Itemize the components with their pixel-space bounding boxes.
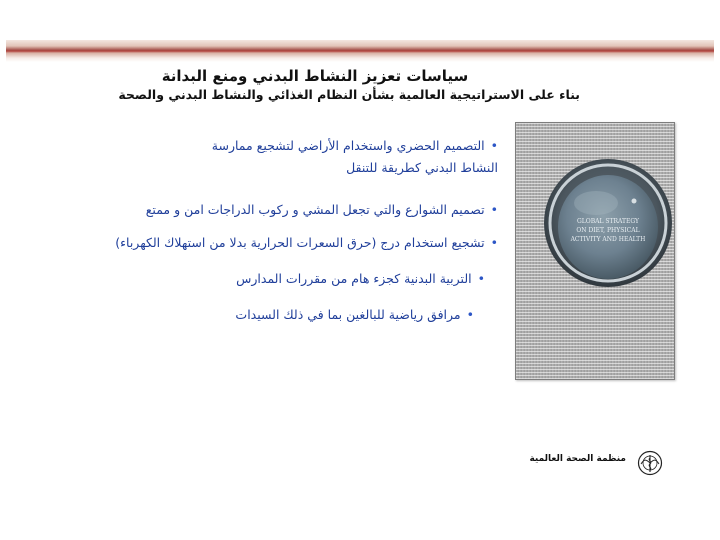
book-cover-line: ON DIET, PHYSICAL xyxy=(576,227,640,234)
bullet-text: مرافق رياضية للبالغين بما في ذلك السيدات xyxy=(235,307,461,322)
bullet-item xyxy=(198,135,498,179)
bullet-item xyxy=(18,199,498,221)
bullet-text: تشجيع استخدام درج (حرق السعرات الحرارية بدلا من استهلاك الكهرباء) xyxy=(115,235,485,250)
book-cover-image xyxy=(515,122,675,380)
bullet-dot-icon: • xyxy=(490,235,498,250)
bullet-dot-icon: • xyxy=(490,202,498,217)
slide-subtitle: بناء على الاستراتيجية العالمية بشأن النظام الغذائي والنشاط البدني والصحة xyxy=(118,87,580,102)
bullet-item xyxy=(74,304,474,326)
who-emblem-icon xyxy=(637,450,663,476)
bullet-text: تصميم الشوارع والتي تجعل المشي و ركوب الدراجات امن و ممتع xyxy=(145,202,485,217)
bullet-text: التربية البدنية كجزء هام من مقررات المدارس xyxy=(236,271,472,286)
bullet-item xyxy=(85,268,485,290)
bullet-dot-icon: • xyxy=(477,271,485,286)
bullet-dot-icon: • xyxy=(490,138,498,153)
bullet-text: التصميم الحضري واستخدام الأراضي لتشجيع ممارسة النشاط البدني كطريقة للتنقل xyxy=(211,138,498,175)
book-cover-line: GLOBAL STRATEGY xyxy=(577,218,639,225)
bullet-item xyxy=(0,232,498,254)
bullet-dot-icon: • xyxy=(466,307,474,322)
slide-title: سياسات تعزيز النشاط البدني ومنع البدانة xyxy=(161,67,469,85)
footer-organization-name: منظمة الصحة العالمية xyxy=(529,454,626,464)
book-cover-line: ACTIVITY AND HEALTH xyxy=(570,236,646,243)
